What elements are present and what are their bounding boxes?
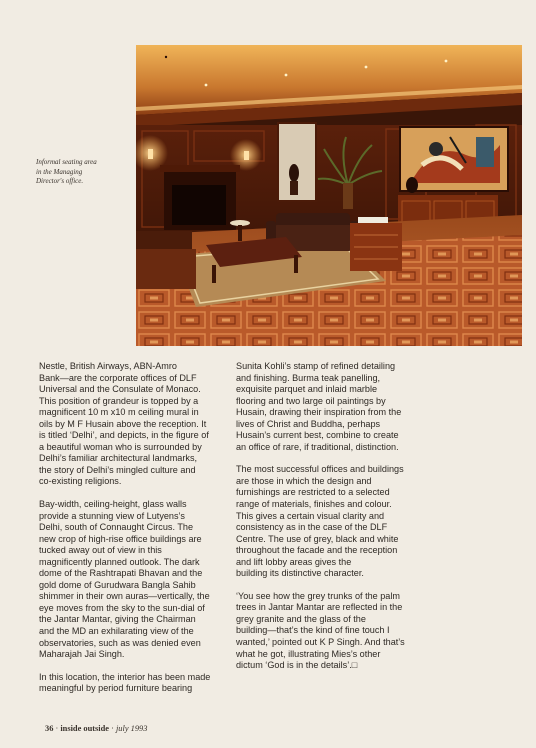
article-paragraph (236, 464, 426, 579)
caption-line: Informal seating area (36, 158, 97, 166)
text-line: throughout the facade and the reception (236, 545, 398, 556)
caption-line: Director's office. (36, 177, 84, 185)
text-line: oils by M F Husain above the reception. It (39, 418, 207, 429)
text-line: the Jantar Mantar, giving the Chairman (39, 614, 196, 625)
caption-line: in the Managing (36, 167, 83, 176)
text-line: The most successful offices and buildings (236, 464, 404, 475)
text-line: trees in Jantar Mantar are reflected in the (236, 602, 403, 613)
text-line: shimmer in their own auras—vertically, the (39, 591, 210, 602)
article-paragraph (39, 361, 229, 488)
text-line: Delhi, south of Connaught Circus. The (39, 522, 194, 533)
text-line: is titled ‘Delhi’, and depicts, in the figure of (39, 430, 209, 441)
text-line: magnificent 10 m x10 m ceiling mural in (39, 407, 199, 418)
text-line: This position of grandeur is topped by a (39, 395, 199, 406)
text-line: exquisite parquet and inlaid marble (236, 384, 378, 395)
text-line: In this location, the interior has been made (39, 671, 211, 682)
text-line: consistency as in the case of the DLF (236, 522, 388, 533)
text-line: tucked away out of view in this (39, 545, 162, 556)
text-line: an office of rare, if traditional, distinction. (236, 441, 399, 452)
footer-separator: · (111, 724, 114, 733)
text-line: and the MD an exhilarating view of the (39, 626, 194, 637)
text-line: Centre. The use of grey, black and white (236, 533, 399, 544)
text-line: Universal and the Consulate of Monaco. (39, 384, 201, 395)
office-interior-photo (136, 45, 522, 346)
text-line: flooring and two large oil paintings by (236, 395, 386, 406)
text-line: Husain’s current best, combine to create (236, 430, 399, 441)
text-line: eye moves from the sky to the sun-dial of (39, 602, 205, 613)
text-line: Sunita Kohli’s stamp of refined detailing (236, 361, 396, 371)
article-column-left (39, 361, 229, 695)
photo-caption (36, 158, 132, 187)
article-paragraph (39, 672, 229, 695)
text-line: are those in which the design and (236, 475, 372, 486)
text-line: meaningful by period furniture bearing (39, 683, 193, 694)
text-line: ‘You see how the grey trunks of the palm (236, 590, 400, 601)
page-footer (45, 724, 147, 733)
article-column-right (236, 361, 426, 672)
article-paragraph (236, 361, 426, 453)
text-line: grey granite and the glass of the (236, 613, 366, 624)
text-line: dictum ‘God is in the details’.□ (236, 660, 358, 671)
text-line: lives of Christ and Buddha, perhaps (236, 418, 381, 429)
text-line: Bay-width, ceiling-height, glass walls (39, 499, 187, 510)
text-line: observatories, such as was denied even (39, 637, 201, 648)
text-line: Maharajah Jai Singh. (39, 649, 125, 660)
text-line: and finishing. Burma teak panelling, (236, 372, 381, 383)
text-line: Delhi’s familiar architectural landmarks, (39, 453, 198, 464)
text-line: building—that’s the kind of fine touch I (236, 625, 390, 636)
text-line: This gives a certain visual clarity and (236, 510, 385, 521)
text-line: magnificently planned outlook. The dark (39, 556, 200, 567)
issue-date: july 1993 (115, 724, 148, 733)
text-line: co-existing religions. (39, 476, 122, 487)
text-line: dome of the Rashtrapati Bhavan and the (39, 568, 203, 579)
text-line: Nestle, British Airways, ABN-Amro (39, 361, 177, 371)
text-line: Bank—are the corporate offices of DLF (39, 372, 197, 383)
text-line: furnishings are restricted to a selected (236, 487, 390, 498)
text-line: range of materials, finishes and colour. (236, 499, 392, 510)
text-line: a beautiful woman who is surrounded by (39, 441, 202, 452)
text-line: and lift lobby areas gives the (236, 556, 352, 567)
publication-name: inside outside (60, 724, 109, 733)
footer-separator: · (55, 724, 59, 733)
text-line: building its distinctive character. (236, 568, 364, 579)
page-number: 36 (45, 724, 54, 733)
text-line: gold dome of Gurudwara Bangla Sahib (39, 579, 196, 590)
article-paragraph (39, 499, 229, 661)
text-line: the story of Delhi’s mingled culture and (39, 464, 196, 475)
text-line: Husain, drawing their inspiration from the (236, 407, 402, 418)
text-line: what he got, illustrating Mies’s other (236, 648, 381, 659)
text-line: wanted,’ pointed out K P Singh. And that’s (236, 637, 405, 648)
text-line: new crop of high-rise office buildings are (39, 533, 202, 544)
article-paragraph (236, 591, 426, 672)
text-line: provide a stunning view of Lutyens’s (39, 510, 185, 521)
